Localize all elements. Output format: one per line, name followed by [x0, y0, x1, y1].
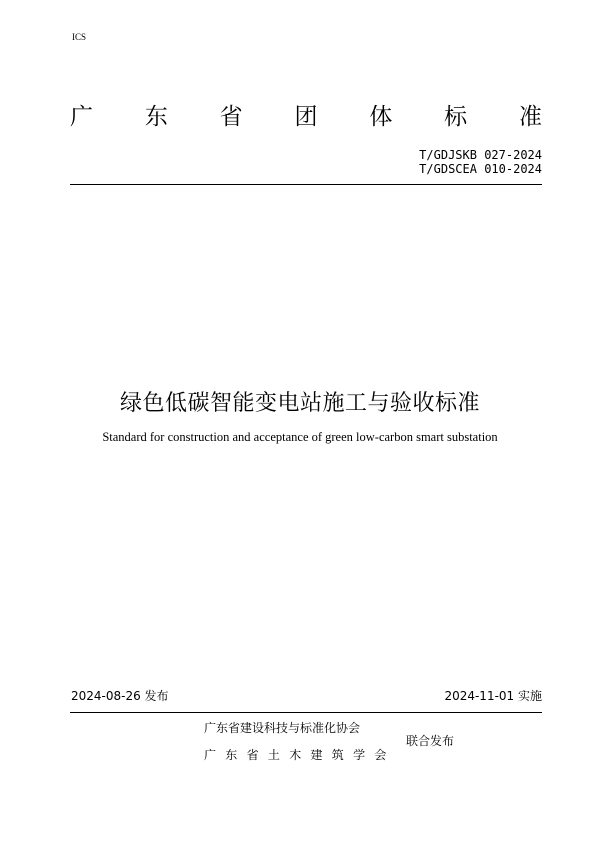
standard-type-char: 团: [294, 104, 318, 130]
joint-publish-label: 联合发布: [406, 734, 455, 748]
standard-type-heading: [70, 101, 542, 133]
ics-label: ICS: [72, 32, 87, 42]
top-divider: [70, 184, 542, 185]
implement-date: 2024-11-01 实施: [444, 689, 542, 703]
title-chinese: 绿色低碳智能变电站施工与验收标准: [119, 391, 480, 416]
standard-code-1: T/GDJSKB 027-2024: [419, 148, 542, 162]
standard-type-char: 标: [444, 104, 468, 130]
standard-type-char: 广: [70, 104, 93, 130]
issuer-org-1: 广东省建设科技与标准化协会: [204, 721, 361, 735]
standard-type-char: 东: [144, 104, 168, 130]
standard-code-2: T/GDSCEA 010-2024: [419, 162, 542, 176]
standard-type-char: 准: [518, 104, 542, 130]
issuer-org-2: 广东省土木建筑学会: [204, 748, 396, 762]
standard-type-char: 体: [369, 104, 393, 130]
title-english: Standard for construction and acceptance of green low-carbon smart substation: [102, 430, 498, 444]
bottom-divider: [70, 712, 542, 713]
standard-type-char: 省: [219, 104, 243, 130]
publish-date: 2024-08-26 发布: [71, 689, 169, 703]
